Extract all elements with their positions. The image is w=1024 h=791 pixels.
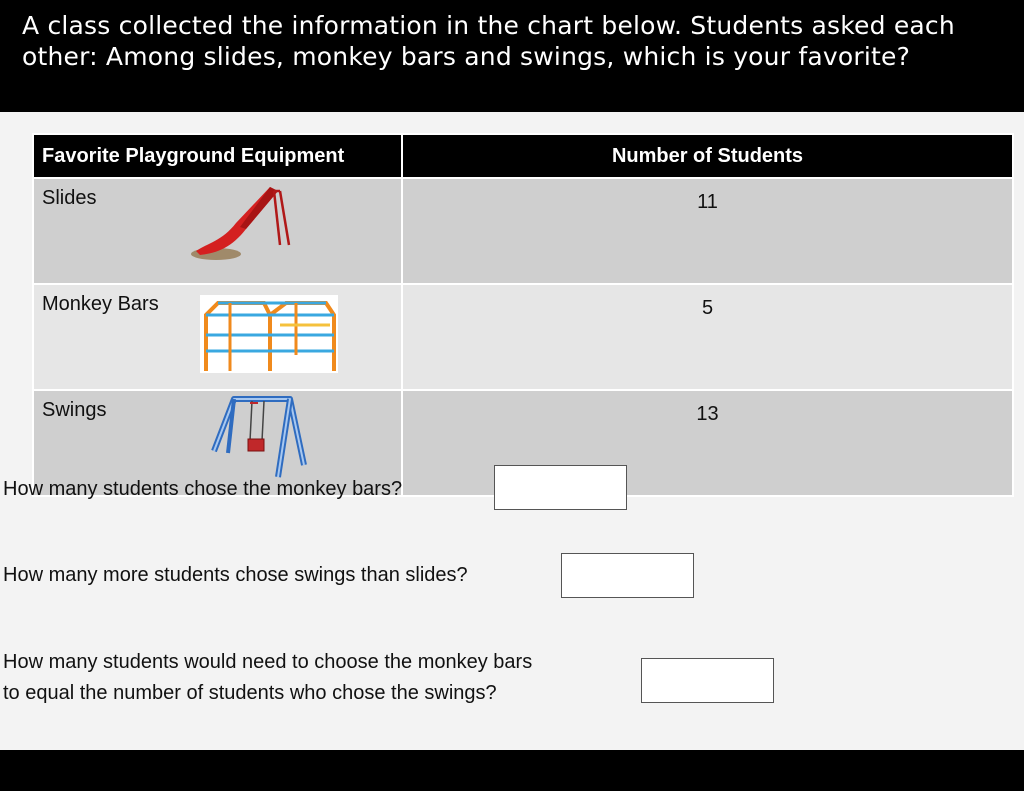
- question-2-text: How many more students chose swings than slides?: [3, 564, 468, 586]
- swing-set-icon: [206, 393, 316, 483]
- count-cell: 11: [402, 178, 1013, 284]
- equipment-label: Monkey Bars: [42, 293, 159, 315]
- question-1-text: How many students chose the monkey bars?: [3, 478, 403, 500]
- instructions-header: [0, 0, 1024, 112]
- count-cell: 5: [402, 284, 1013, 390]
- monkey-bars-icon: [200, 295, 340, 375]
- equipment-cell: [33, 284, 402, 390]
- question-2: [3, 560, 468, 591]
- table-row: [33, 284, 1013, 390]
- question-1: [3, 474, 402, 505]
- table-row: [33, 178, 1013, 284]
- column-header-count: Number of Students: [402, 134, 1013, 178]
- answer-box-1[interactable]: [494, 465, 627, 510]
- table-header-row: [33, 134, 1013, 178]
- equipment-label: Swings: [42, 399, 107, 421]
- equipment-label: Slides: [42, 187, 97, 209]
- column-header-equipment: Favorite Playground Equipment: [33, 134, 402, 178]
- count-cell: 13: [402, 390, 1013, 496]
- answer-box-3[interactable]: [641, 658, 774, 703]
- slide-icon: [188, 183, 298, 263]
- equipment-cell: [33, 178, 402, 284]
- footer-bar: [0, 750, 1024, 791]
- question-3-line-2: to equal the number of students who chose the swings?: [3, 682, 497, 704]
- question-3: [3, 647, 532, 709]
- question-3-line-1: How many students would need to choose the monkey bars: [3, 651, 533, 673]
- instructions-text: A class collected the information in the chart below. Students asked each other: Among slides, monkey bars and swings, which is your favorite?: [22, 11, 955, 71]
- playground-data-table: [32, 133, 1014, 497]
- answer-box-2[interactable]: [561, 553, 694, 598]
